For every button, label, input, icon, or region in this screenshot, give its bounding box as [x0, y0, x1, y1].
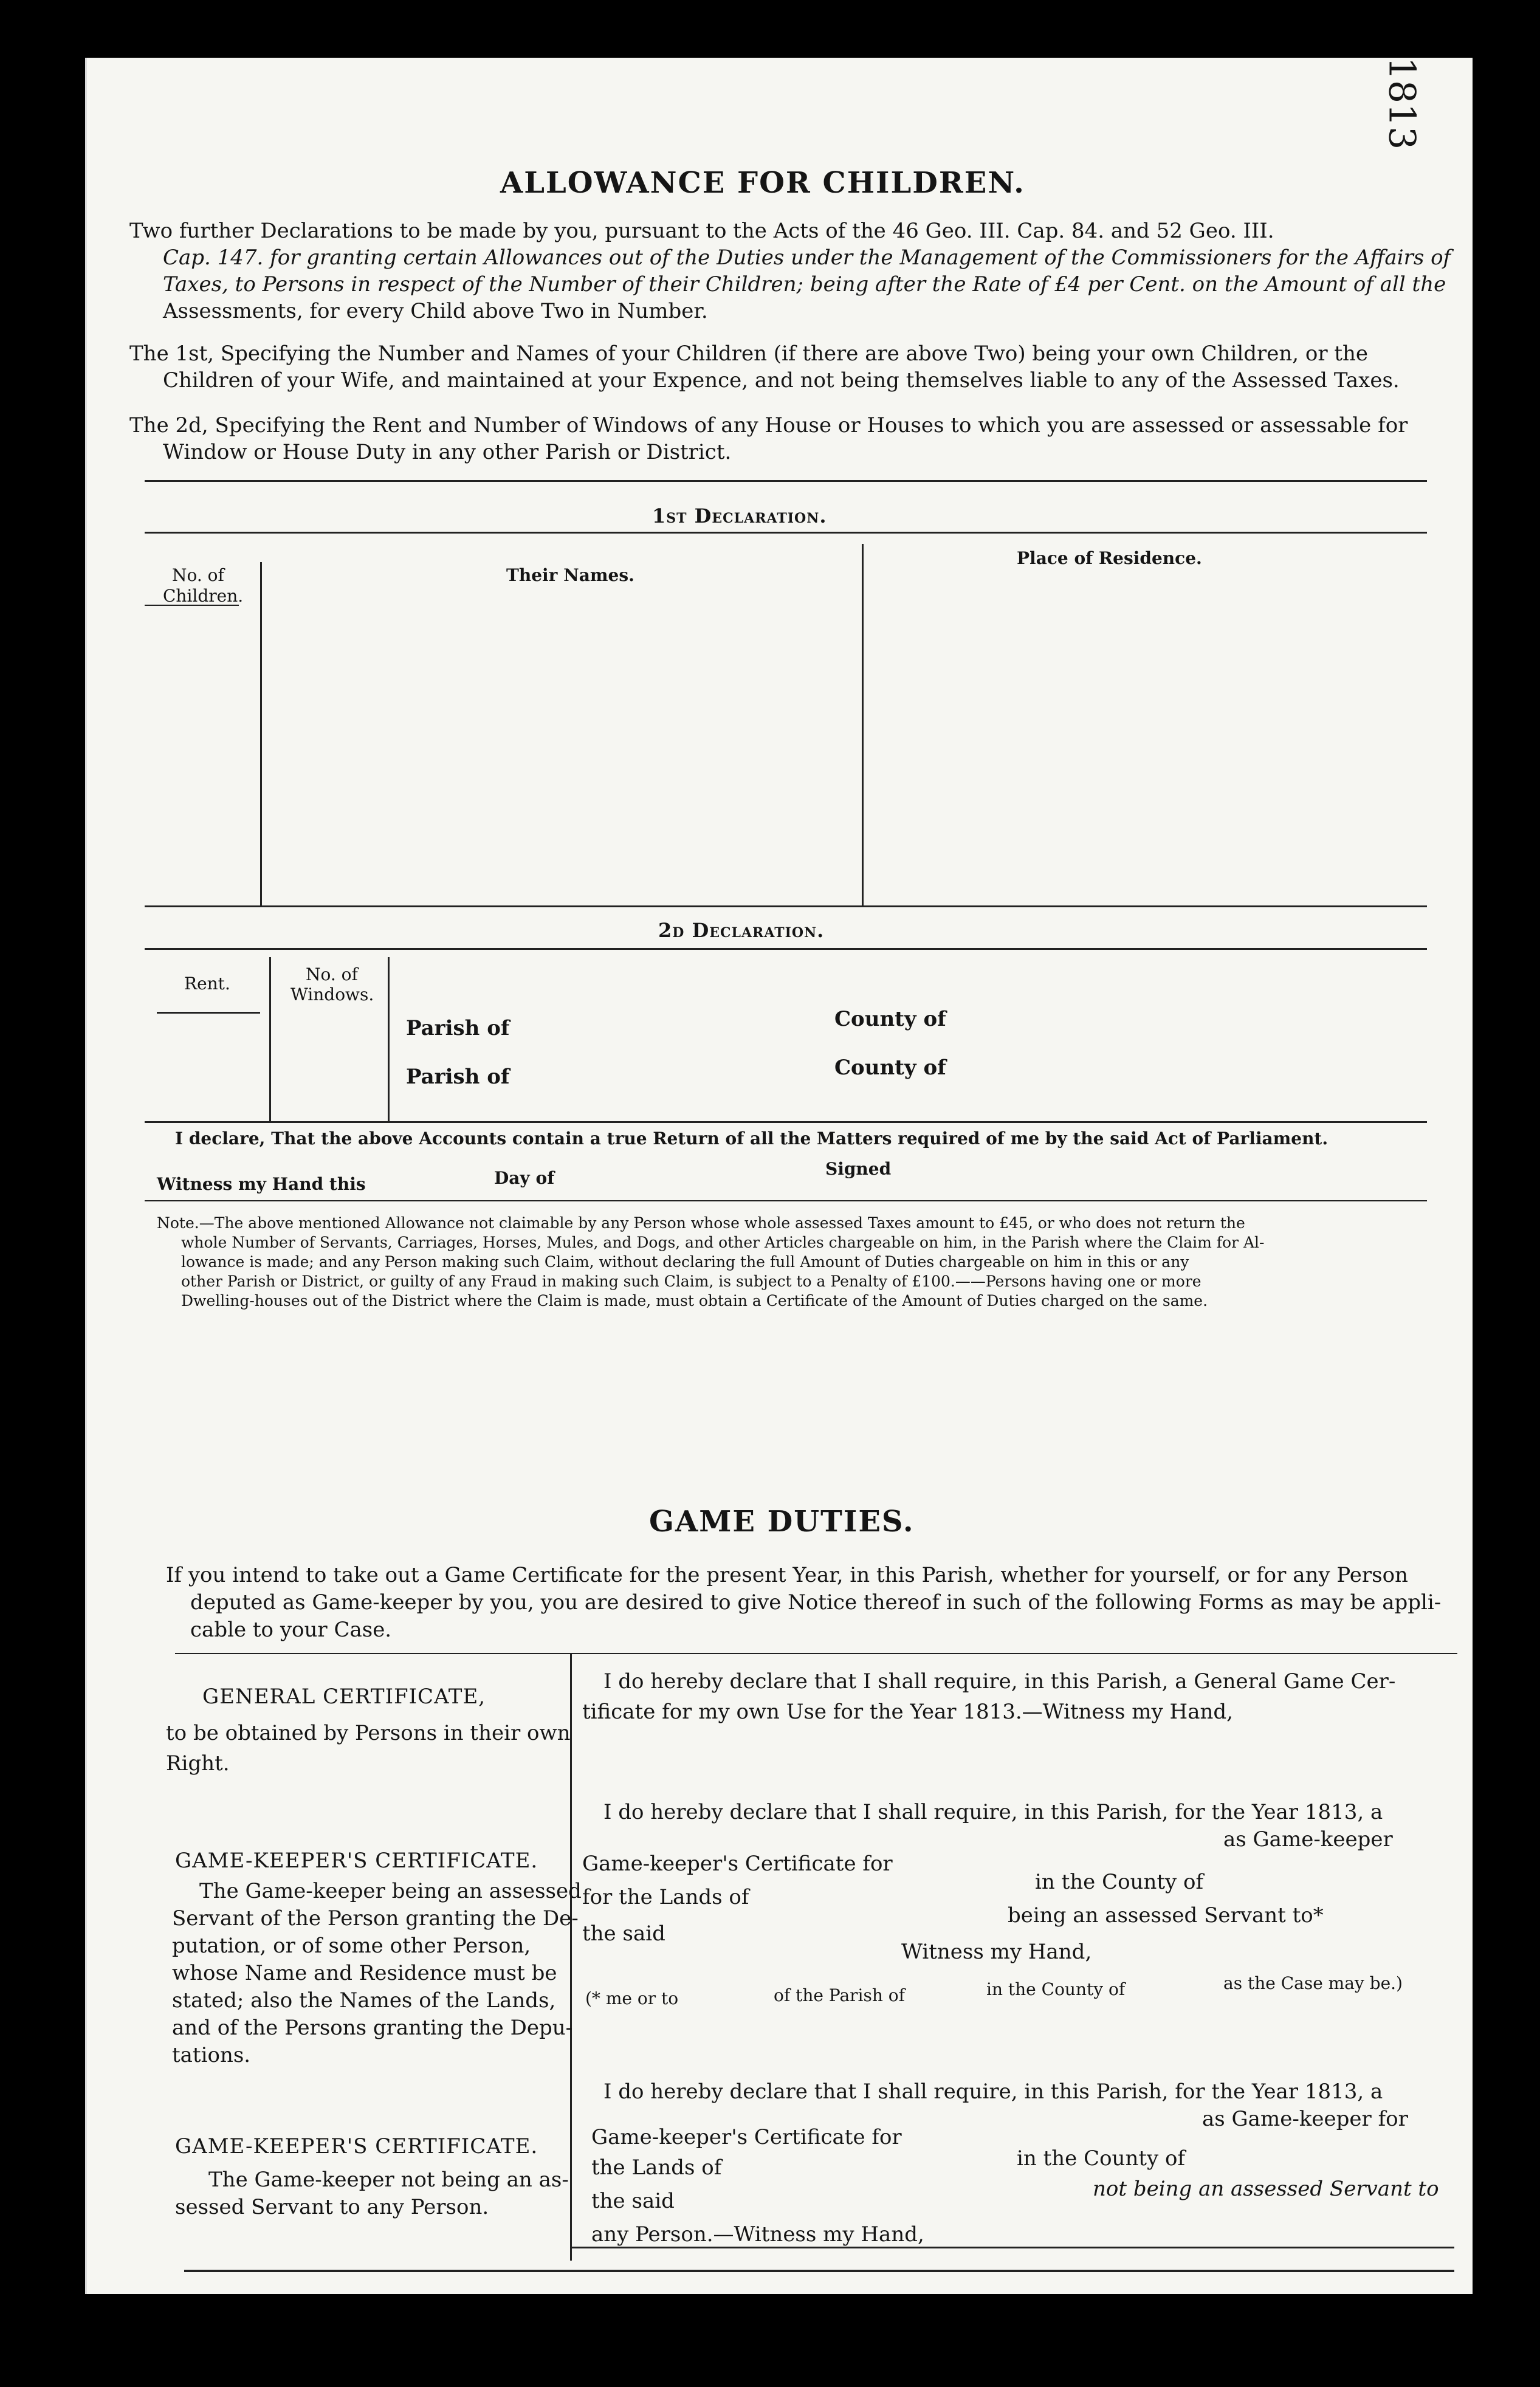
first-declaration-heading: 1st Declaration.: [652, 504, 827, 527]
day-of: Day of: [494, 1168, 555, 1188]
general-certificate-desc-2: Right.: [166, 1751, 230, 1776]
allowance-intro-line-1: Two further Declarations to be made by you, pursuant to the Acts of the 46 Geo. III. Cap. 84. and 52 Geo. III.: [129, 219, 1274, 243]
document-page: [85, 58, 1473, 2294]
gk1-form-line-1: I do hereby declare that I shall require, in this Parish, for the Year 1813, a: [603, 1800, 1383, 1824]
game-intro-line-2: deputed as Game-keeper by you, you are desired to give Notice thereof in such of the following Forms as may be appli-: [190, 1590, 1442, 1615]
gamekeeper-assessed-desc-7: tations.: [172, 2043, 251, 2067]
gk1-form-line-2: as Game-keeper: [1223, 1827, 1393, 1852]
gamekeeper-not-assessed-desc-2: sessed Servant to any Person.: [175, 2195, 489, 2219]
gk2-form-line-2: as Game-keeper for: [1202, 2107, 1408, 2131]
general-form-line-2: tificate for my own Use for the Year 1813.—Witness my Hand,: [582, 1700, 1233, 1724]
gamekeeper-assessed-title: GAME-KEEPER'S CERTIFICATE.: [175, 1849, 538, 1873]
gamekeeper-assessed-desc-4: whose Name and Residence must be: [172, 1961, 557, 1985]
col-no-children-2: Children.: [163, 586, 244, 606]
gk1-form-line-4: in the County of: [1035, 1870, 1204, 1894]
gk2-form-line-1: I do hereby declare that I shall require, in this Parish, for the Year 1813, a: [603, 2080, 1383, 2104]
second-declaration-desc-2: Window or House Duty in any other Parish or District.: [163, 440, 732, 464]
note-line-1: Note.—The above mentioned Allowance not claimable by any Person whose whole assessed Taxes amount to £45, or who does not return the: [157, 1214, 1245, 1232]
gk1-form-line-5: for the Lands of: [582, 1885, 749, 1909]
note-line-4: other Parish or District, or guilty of any Fraud in making such Claim, is subject to a Penalty of £100.——Persons having one or more: [181, 1272, 1201, 1290]
gk1-footnote-4: as the Case may be.): [1223, 1973, 1403, 1993]
game-duties-title: GAME DUTIES.: [649, 1505, 915, 1539]
gk1-form-line-8: Witness my Hand,: [901, 1940, 1092, 1964]
col-no-children-1: No. of: [172, 565, 224, 585]
declaration-statement: I declare, That the above Accounts contain a true Return of all the Matters required of me by the said Act of Parliament.: [175, 1128, 1329, 1149]
gk2-form-line-3: Game-keeper's Certificate for: [591, 2125, 902, 2149]
gamekeeper-not-assessed-title: GAME-KEEPER'S CERTIFICATE.: [175, 2134, 538, 2159]
col-windows-1: No. of: [306, 964, 358, 984]
gamekeeper-assessed-desc-5: stated; also the Names of the Lands,: [172, 1988, 556, 2013]
county-of-2: County of: [834, 1056, 946, 1080]
general-certificate-desc-1: to be obtained by Persons in their own: [166, 1721, 571, 1745]
note-line-3: lowance is made; and any Person making such Claim, without declaring the full Amount of Duties chargeable on him in this or any: [181, 1253, 1189, 1271]
gamekeeper-assessed-desc-2: Servant of the Person granting the De-: [172, 1906, 579, 1931]
note-line-5: Dwelling-houses out of the District where the Claim is made, must obtain a Certificate of the Amount of Duties charged on the same.: [181, 1292, 1208, 1310]
gk1-footnote-1: (* me or to: [585, 1988, 679, 2008]
gk1-form-line-6: being an assessed Servant to*: [1008, 1903, 1324, 1928]
col-windows-2: Windows.: [290, 984, 374, 1005]
allowance-intro-line-2: Cap. 147. for granting certain Allowances out of the Duties under the Management of the Commissioners for the Affairs of: [163, 246, 1451, 270]
general-form-line-1: I do hereby declare that I shall require, in this Parish, a General Game Cer-: [603, 1669, 1396, 1694]
corner-year-note: 1813: [1380, 57, 1423, 150]
gamekeeper-not-assessed-desc-1: The Game-keeper not being an as-: [208, 2168, 569, 2192]
allowance-intro-line-4: Assessments, for every Child above Two in Number.: [163, 299, 708, 323]
game-intro-line-1: If you intend to take out a Game Certificate for the present Year, in this Parish, whether for yourself, or for any Person: [166, 1563, 1408, 1587]
allowance-title: ALLOWANCE FOR CHILDREN.: [500, 166, 1025, 200]
game-intro-line-3: cable to your Case.: [190, 1618, 392, 1642]
gk1-form-line-7: the said: [582, 1922, 665, 1946]
gk1-footnote-3: in the County of: [986, 1979, 1126, 1999]
gamekeeper-assessed-desc-3: putation, or of some other Person,: [172, 1934, 531, 1958]
second-declaration-heading: 2d Declaration.: [658, 919, 825, 942]
general-certificate-title: GENERAL CERTIFICATE,: [202, 1685, 486, 1709]
first-declaration-desc-1: The 1st, Specifying the Number and Names of your Children (if there are above Two) being your own Children, or the: [129, 342, 1369, 366]
gk1-footnote-2: of the Parish of: [774, 1985, 906, 2005]
allowance-intro-line-3: Taxes, to Persons in respect of the Number of their Children; being after the Rate of £4 per Cent. on the Amount of all the: [163, 272, 1446, 297]
gk2-form-line-8: any Person.—Witness my Hand,: [591, 2222, 924, 2247]
second-declaration-desc-1: The 2d, Specifying the Rent and Number of Windows of any House or Houses to which you are assessed or assessable for: [129, 413, 1408, 438]
note-line-2: whole Number of Servants, Carriages, Horses, Mules, and Dogs, and other Articles chargeable on him, in the Parish where the Claim for Al-: [181, 1234, 1265, 1251]
gamekeeper-assessed-desc-1: The Game-keeper being an assessed: [199, 1879, 582, 1903]
witness-my-hand: Witness my Hand this: [157, 1174, 366, 1194]
signed: Signed: [825, 1159, 892, 1179]
gk1-form-line-3: Game-keeper's Certificate for: [582, 1852, 893, 1876]
first-declaration-desc-2: Children of your Wife, and maintained at your Expence, and not being themselves liable to any of the Assessed Taxes.: [163, 368, 1400, 393]
col-their-names: Their Names.: [506, 565, 634, 585]
gamekeeper-assessed-desc-6: and of the Persons granting the Depu-: [172, 2016, 573, 2040]
gk2-form-line-5: the Lands of: [591, 2155, 722, 2180]
gk2-form-line-6: not being an assessed Servant to: [1093, 2177, 1439, 2201]
gk2-form-line-7: the said: [591, 2189, 675, 2213]
parish-of-1: Parish of: [406, 1016, 510, 1040]
col-rent: Rent.: [184, 974, 230, 994]
county-of-1: County of: [834, 1007, 946, 1031]
col-place-of-residence: Place of Residence.: [1017, 548, 1202, 568]
gk2-form-line-4: in the County of: [1017, 2146, 1186, 2171]
parish-of-2: Parish of: [406, 1065, 510, 1089]
